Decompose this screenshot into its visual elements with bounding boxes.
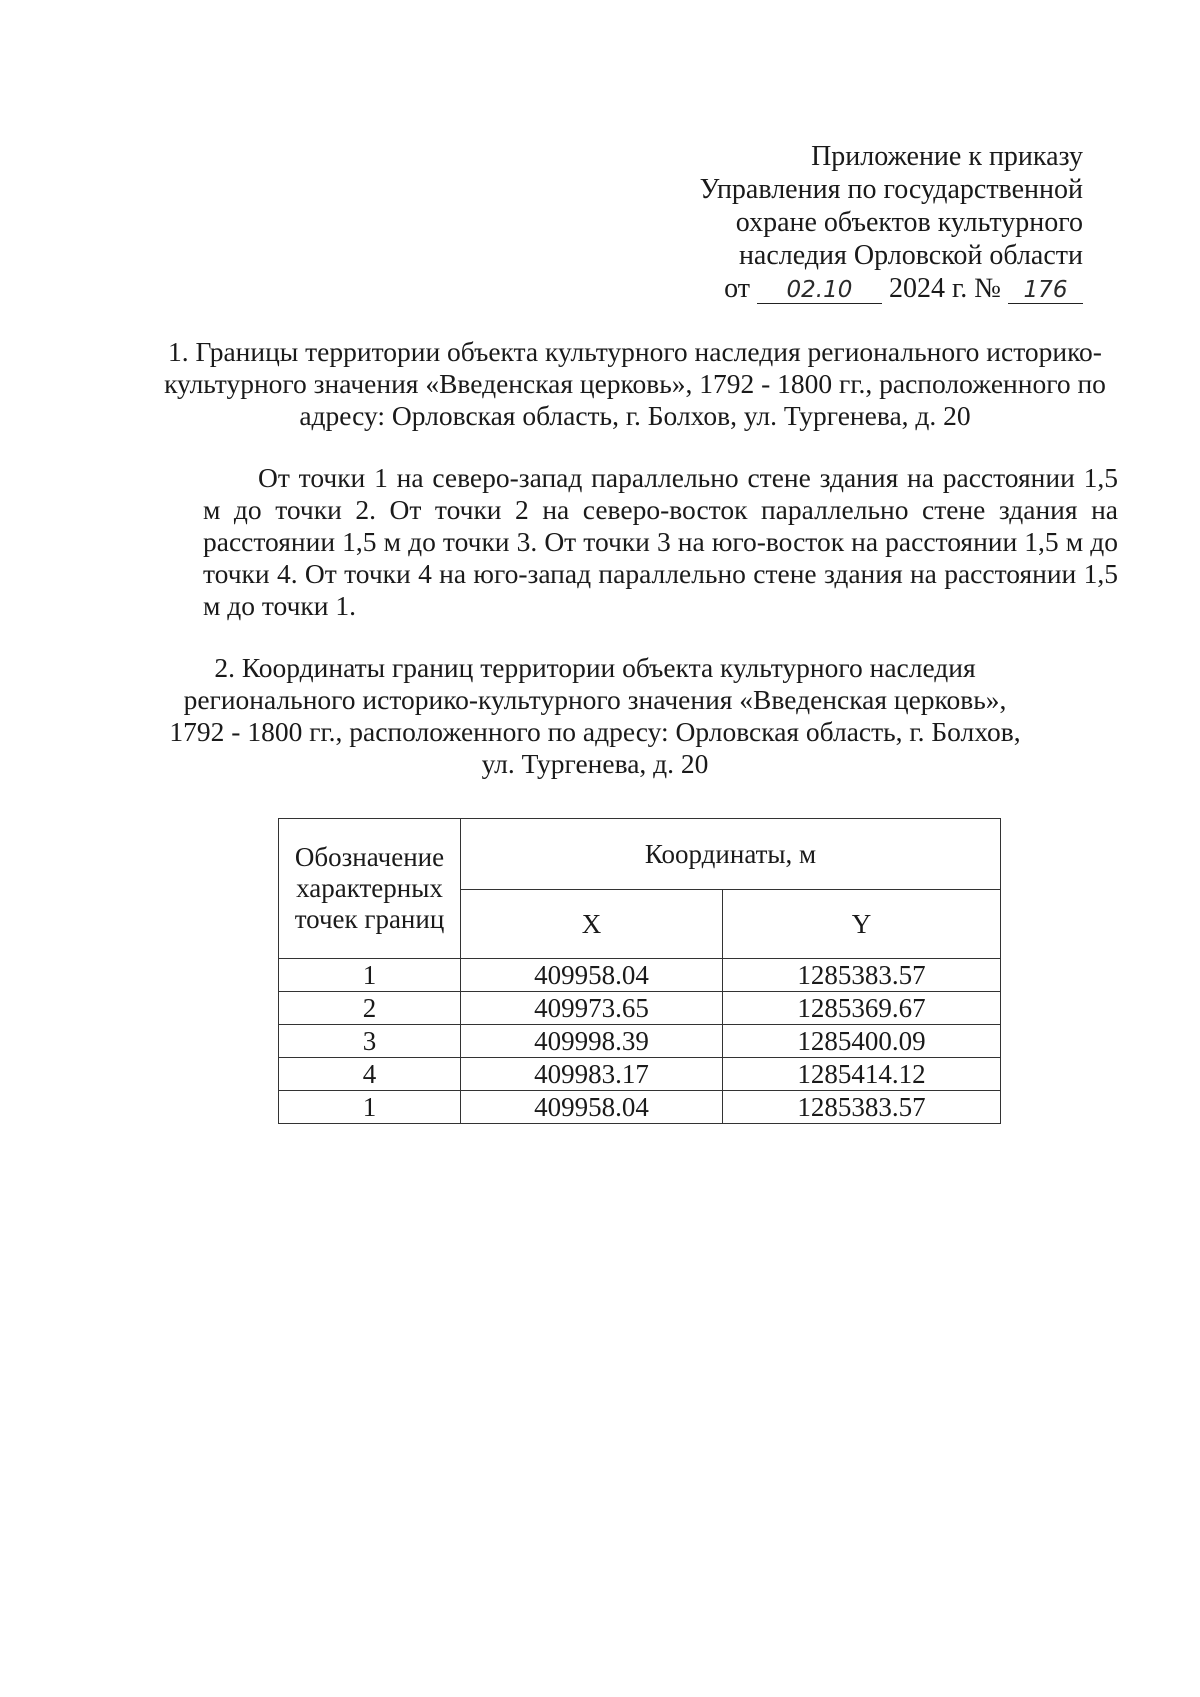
section2-title-line: 2. Координаты границ территории объекта культурного наследия (214, 652, 976, 683)
x-cell: 409958.04 (461, 1091, 723, 1124)
section1-title: 1. Границы территории объекта культурного наследия регионального историко-культурного значения «Введенская церковь», 1792 - 1800 гг., расположенного по адресу: Орловская область, г. Болхов, ул. Тургенева, д. 20 (164, 336, 1106, 431)
x-cell: 409958.04 (461, 959, 723, 992)
section2-title-line: регионального историко-культурного значения «Введенская церковь», (183, 684, 1007, 715)
header-line: Приложение к приказу (811, 141, 1083, 172)
handwritten-date: 02.10 (757, 277, 882, 304)
section2-title-line: 1792 - 1800 гг., расположенного по адресу: Орловская область, г. Болхов, (169, 716, 1021, 747)
coordinates-table (278, 818, 1001, 1124)
y-cell: 1285414.12 (723, 1058, 1001, 1091)
table-row (279, 1025, 1001, 1058)
point-cell: 4 (279, 1058, 461, 1091)
x-cell: 409998.39 (461, 1025, 723, 1058)
y-cell: 1285400.09 (723, 1025, 1001, 1058)
year-number-label: 2024 г. № (888, 273, 1001, 304)
y-cell: 1285383.57 (723, 959, 1001, 992)
section2-title-line: ул. Тургенева, д. 20 (481, 748, 709, 779)
appendix-header (563, 140, 1083, 305)
point-cell: 1 (279, 959, 461, 992)
table-row (279, 1091, 1001, 1124)
x-cell: 409973.65 (461, 992, 723, 1025)
section2-title (150, 652, 1040, 780)
header-date-line (563, 272, 1083, 305)
y-header: Y (723, 890, 1001, 959)
x-header: X (461, 890, 723, 959)
point-name-header: Обозначение характерных точек границ (279, 819, 461, 959)
point-cell: 2 (279, 992, 461, 1025)
header-line: Управления по государственной (699, 174, 1083, 205)
boundary-description: От точки 1 на северо-запад параллельно стене здания на расстоянии 1,5 м до точки 2. От точки 2 на северо-восток параллельно стене здания на расстоянии 1,5 м до точки 3. От точки 3 на юго-восток на расстоянии 1,5 м до точки 4. От точки 4 на юго-запад параллельно стене здания на расстоянии 1,5 м до точки 1. (203, 462, 1118, 621)
table-row (279, 1058, 1001, 1091)
x-cell: 409983.17 (461, 1058, 723, 1091)
coordinates-header: Координаты, м (461, 819, 1001, 890)
header-line: охране объектов культурного (735, 207, 1083, 238)
point-cell: 3 (279, 1025, 461, 1058)
table-row (279, 959, 1001, 992)
y-cell: 1285369.67 (723, 992, 1001, 1025)
handwritten-order-number: 176 (1008, 277, 1083, 304)
point-cell: 1 (279, 1091, 461, 1124)
date-prefix: от (724, 273, 750, 304)
header-line: наследия Орловской области (738, 240, 1083, 271)
y-cell: 1285383.57 (723, 1091, 1001, 1124)
table-row (279, 992, 1001, 1025)
